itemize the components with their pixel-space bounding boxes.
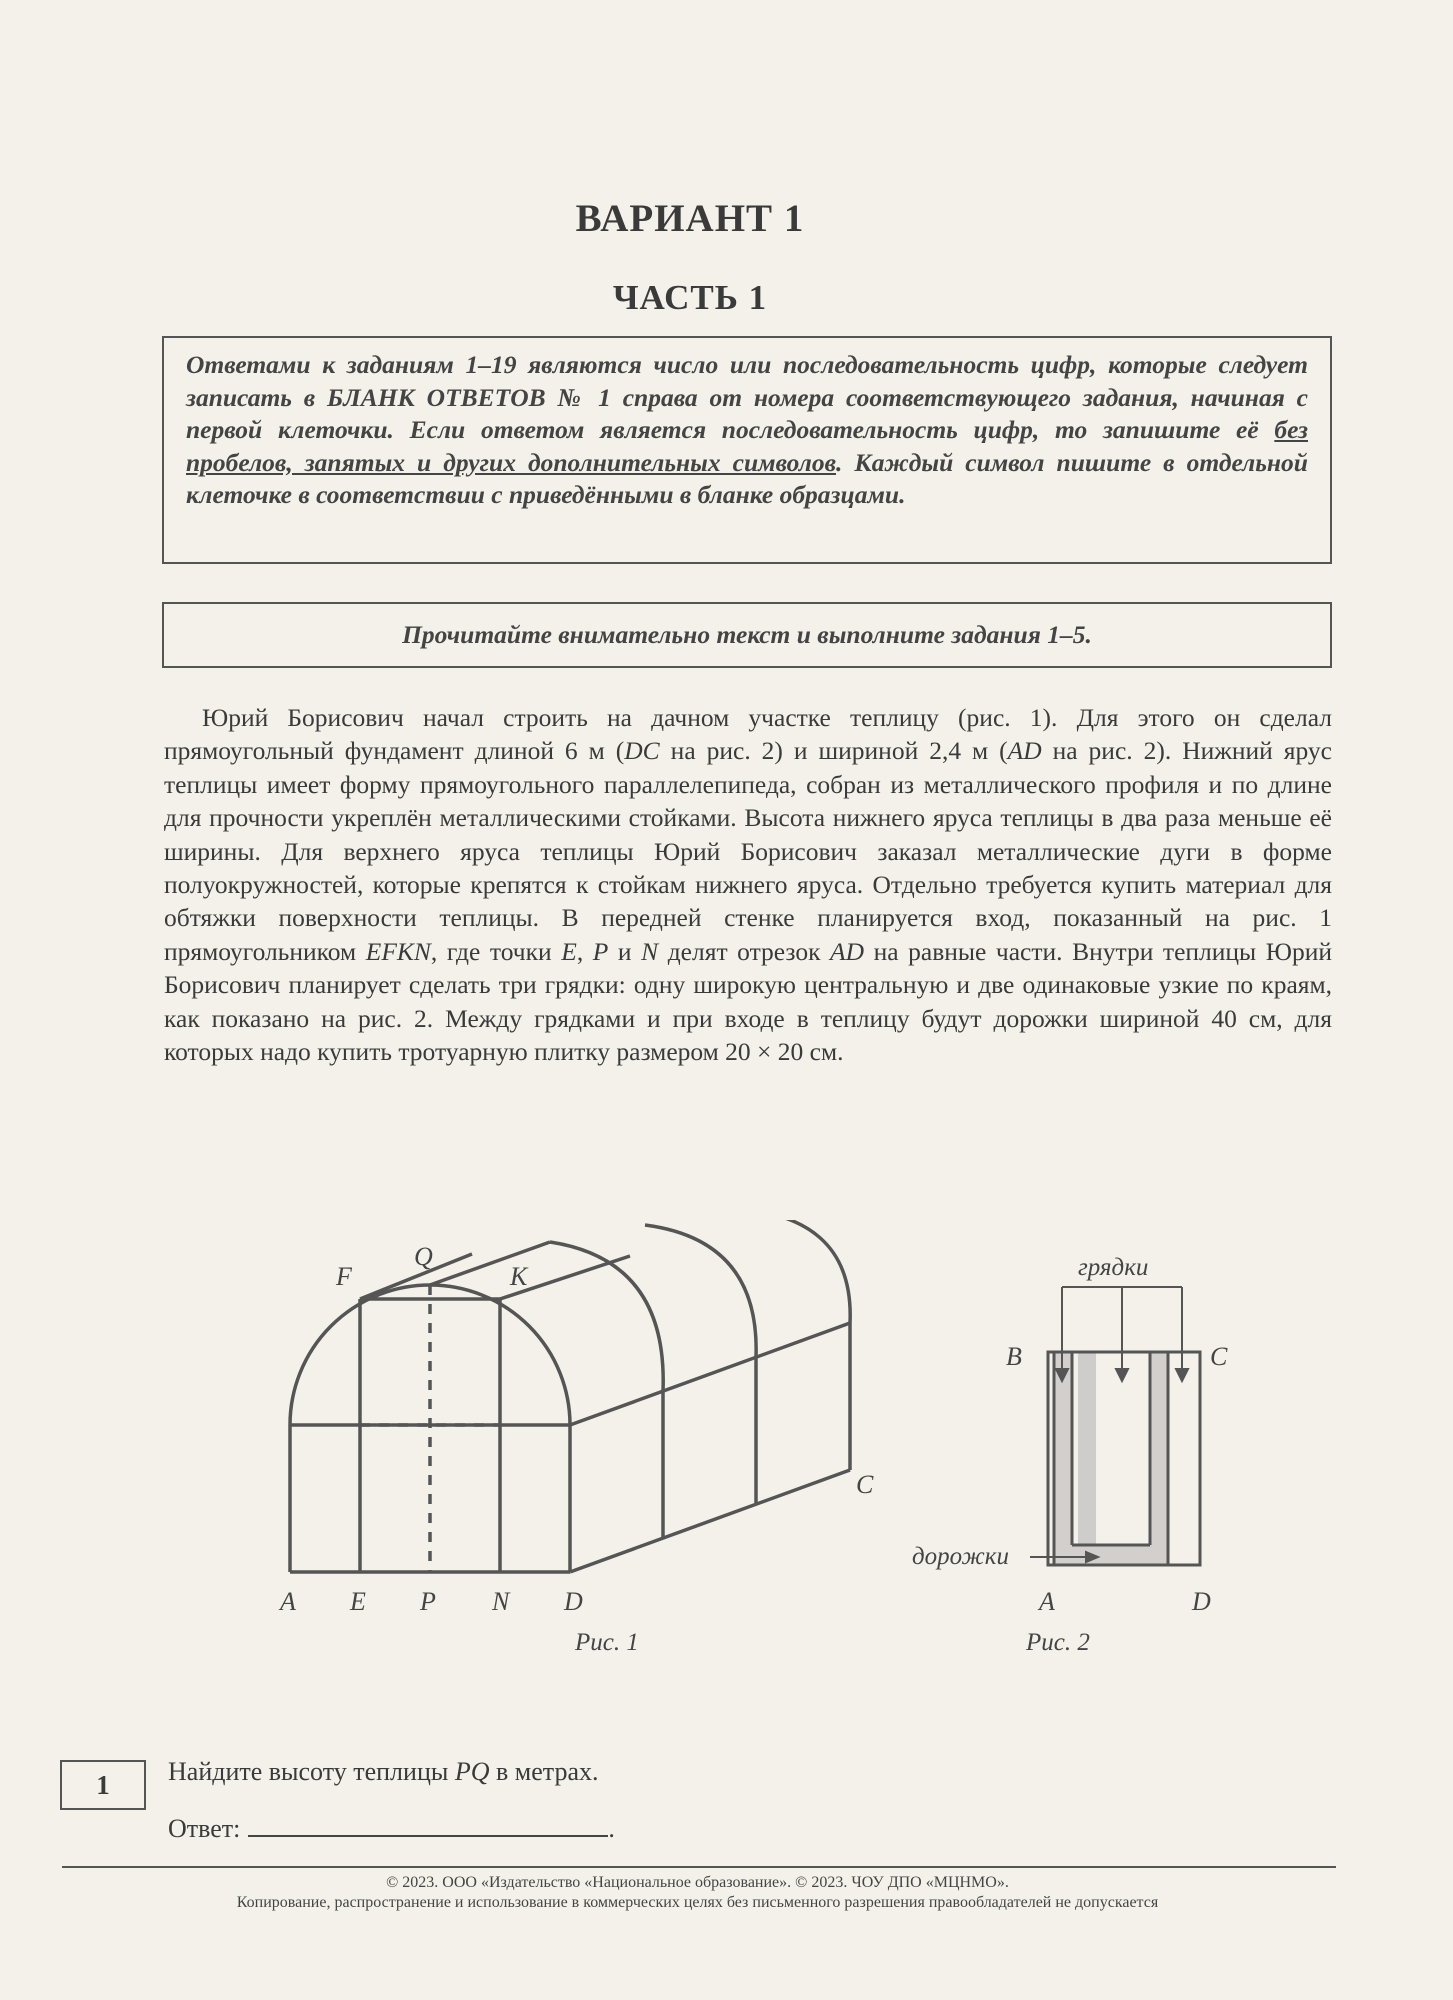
task-question: Найдите высоту теплицы PQ в метрах.: [168, 1757, 599, 1786]
task-number-box: 1: [60, 1760, 146, 1810]
label-a: A: [280, 1587, 296, 1616]
arch-3: [645, 1225, 756, 1357]
figure-2-caption: Рис. 2: [1026, 1629, 1090, 1656]
label-d2: D: [1192, 1587, 1211, 1616]
label-e: E: [350, 1587, 366, 1616]
answer-line: Ответ: .: [168, 1814, 615, 1843]
label-f: F: [336, 1262, 352, 1291]
footer-copyright: © 2023. ООО «Издательство «Национальное образование». © 2023. ЧОУ ДПО «МЦНМО».: [386, 1874, 1009, 1891]
variant-title: ВАРИАНТ 1: [575, 197, 805, 240]
label-a2: A: [1039, 1587, 1055, 1616]
footer-notice: Копирование, распространение и использование в коммерческих целях без письменного разрешения правообладателей не допускается: [236, 1894, 1159, 1911]
side-top-edge: [570, 1323, 850, 1425]
side-bottom-edge: [570, 1470, 850, 1572]
label-d: D: [564, 1587, 583, 1616]
figure-1-greenhouse: [250, 1220, 930, 1690]
figure-1-caption: Рис. 1: [575, 1629, 639, 1656]
label-k: K: [510, 1262, 528, 1291]
figure-2-plan: [900, 1255, 1240, 1675]
path-strip: [1078, 1352, 1096, 1562]
problem-text: Юрий Борисович начал строить на дачном участке теплицу (рис. 1). Для этого он сделал прямоугольный фундамент длиной 6 м (DC на рис. 2) и шириной 2,4 м (AD на рис. 2). Нижний ярус теплицы имеет форму прямоугольного параллелепипеда, собран из металлического профиля и по длине для прочности укреплён металлическими стойками. Высота нижнего яруса теплицы в два раза меньше её ширины. Для верхнего яруса теплицы Юрий Борисович заказал металлические дуги в форме полуокружностей, которые крепятся к стойкам нижнего яруса. Отдельно требуется купить материал для обтяжки поверхности теплицы. В передней стенке планируется вход, показанный на рис. 1 прямоугольником EFKN, где точки E, P и N делят отрезок AD на равные части. Внутри теплицы Юрий Борисович планирует сделать три грядки: одну широкую центральную и две одинаковые узкие по краям, как показано на рис. 2. Между грядками и при входе в теплицу будут дорожки шириной 40 см, для которых надо купить тротуарную плитку размером 20 × 20 см.: [164, 703, 1333, 1067]
label-p: P: [420, 1587, 436, 1616]
arch-4: [720, 1220, 850, 1323]
label-c2: C: [1210, 1342, 1228, 1371]
answer-field[interactable]: [248, 1813, 608, 1837]
label-n: N: [492, 1587, 510, 1616]
instructions-underlined: без пробелов, запятых и других дополнительных символов: [186, 415, 1308, 477]
part-title: ЧАСТЬ 1: [612, 278, 768, 317]
instructions-text: Ответами к заданиям 1–19 являются число или последовательность цифр, которые следует записать в БЛАНК ОТВЕТОВ № 1 справа от номера соответствующего задания, начиная с первой клеточки. Если ответом является последовательность цифр, то запишите её без пробелов, запятых и других дополнительных символов. Каждый символ пишите в отдельной клеточке в соответствии с приведёнными в бланке образцами.: [186, 350, 1308, 509]
read-prompt-box: [162, 602, 1332, 668]
beds-label: грядки: [1078, 1255, 1149, 1281]
read-prompt: Прочитайте внимательно текст и выполните задания 1–5.: [402, 620, 1092, 649]
instructions-box: [162, 336, 1332, 564]
paths-label: дорожки: [912, 1543, 1009, 1570]
label-c: C: [856, 1470, 874, 1499]
label-q: Q: [414, 1242, 433, 1271]
footer-rule: [62, 1866, 1336, 1868]
label-b2: B: [1006, 1342, 1022, 1371]
figure-1-labels: [278, 1242, 874, 1656]
